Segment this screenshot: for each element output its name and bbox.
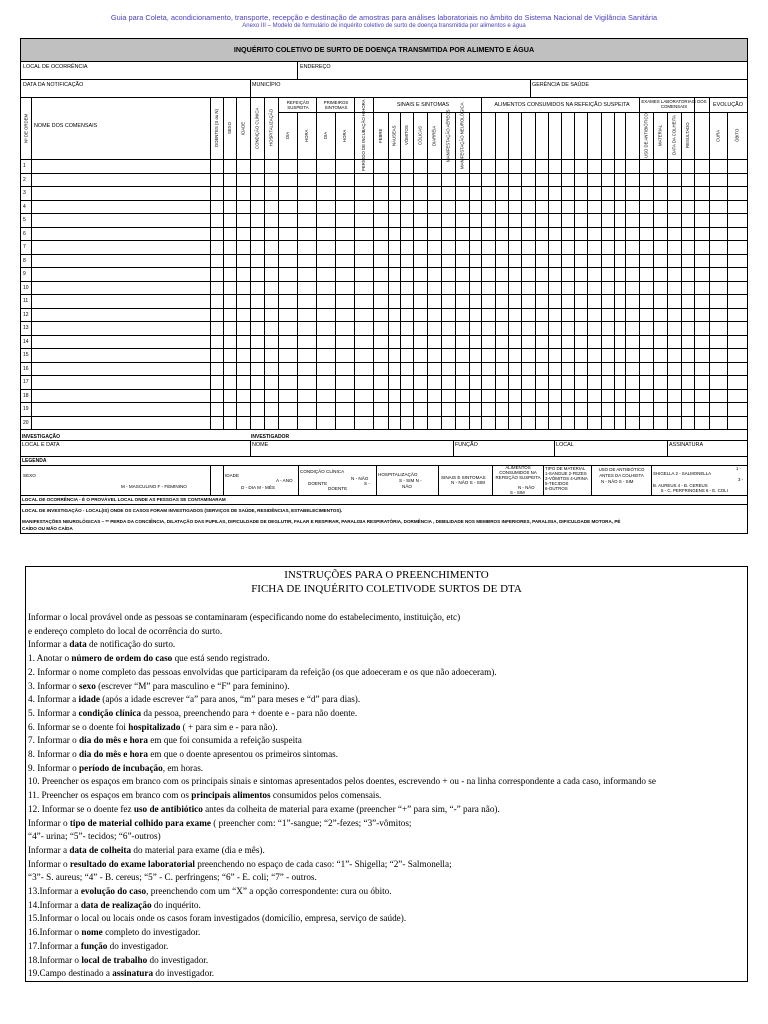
instruction-line: Informar o local provável onde as pessoas se contaminaram (especificando nome do estabelecimento, instituição, etc): [28, 612, 461, 622]
row-number: 4: [23, 203, 26, 210]
row-number: 19: [23, 406, 29, 412]
row-number: 9: [23, 271, 26, 277]
col-header-diarreia: DIARRÉIA: [431, 125, 437, 146]
leg-material-1: 1-SANGUE 2-FEZES: [545, 471, 587, 476]
note-manifestacoes-cont: CAÍDO OU MÃO CAÍDA: [22, 526, 73, 531]
instruction-line: Informar a data de colheita do material para exame (dia e mês).: [28, 844, 265, 855]
funcao-label: FUNÇÃO: [455, 442, 478, 448]
leg-sexo: SEXO: [23, 473, 36, 478]
data-notificacao-label: DATA DA NOTIFICAÇÃO: [23, 82, 84, 88]
leg-condicao-nao: N - NÃO: [351, 476, 369, 481]
instructions-box: [25, 566, 748, 982]
col-header-material: MATERIAL: [657, 124, 663, 147]
nome-comensais-header: NOME DOS COMENSAIS: [34, 123, 98, 129]
note-manifestacoes: MANIFESTAÇÕES NEUROLÓGICAS – ** PERDA DA CONCIÊNCIA, DILATAÇÃO DAS PUPILAS, DIFICULDADE DE DEGLUTIR, FALAR E RESPIRAR, PARALISIA RESPIRATÓRIA, DORMÊNCIA , DEBILIDADE NOS MEMBROS INFERIORES, PARALISIA, DIFICULDADE MOTORA, PÉ: [22, 519, 621, 524]
legenda-label: LEGENDA: [22, 458, 47, 464]
col-header-incub: PERÍODO DE INCUBAÇÃO H HORA: [361, 99, 366, 172]
col-header-manif2: MANIFESTAÇÃO NEUROLÓGICA: [459, 102, 465, 169]
leg-alimentos: ALIMENTOS CONSUMIDOS NA REFEIÇÃO SUSPEITA: [495, 465, 541, 480]
instruction-line: 15.Informar o local ou locais onde os casos foram investigados (domicílio, empresa, serviço de saúde).: [28, 913, 407, 924]
col-header-condicao: CONDIÇÃO CLÍNICA: [254, 107, 260, 149]
guide-title: Guia para Coleta, acondicionamento, transporte, recepção e destinação de amostras para análises laboratoriais no âmbito do Sistema Nacional de Vigilância Sanitária: [110, 13, 658, 22]
row-number: 18: [23, 392, 29, 399]
leg-alimentos-nao: N - NÃO: [518, 485, 535, 490]
instruction-line: “4”- urina; “5”- tecidos; “6”-outros): [28, 831, 161, 842]
local-ocorrencia-label: LOCAL DE OCORRÊNCIA: [23, 64, 88, 70]
assinatura-label: ASSINATURA: [669, 442, 704, 448]
leg-idade-dia-mes: D - DIA M - MÊS: [241, 485, 275, 490]
leg-material-3: 5-TECIDOS: [545, 481, 569, 486]
instruction-line: Informar o tipo de material colhido para exame ( preencher com: “1”-sangue; “2”-fezes; “3”-vômitos;: [28, 817, 412, 828]
municipio-label: MUNICÍPIO: [252, 82, 281, 88]
endereco-label: ENDEREÇO: [300, 64, 331, 70]
instruction-line: 19.Campo destinado a assinatura do investigador.: [28, 968, 215, 979]
leg-hospitalizacao: HOSPITALIZAÇÃO: [378, 472, 418, 477]
col-header-hosp: HOSPITALIZAÇÃO: [268, 109, 274, 147]
row-number: 13: [23, 325, 29, 331]
row-number: 6: [23, 230, 26, 237]
group-alimentos: ALIMENTOS CONSUMIDOS NA REFEIÇÃO SUSPEITA: [494, 102, 630, 108]
inquiry-form: [20, 38, 748, 534]
leg-antibiotico-vals: N - NÃO S - SIM: [601, 479, 634, 484]
row-number: 7: [23, 244, 26, 250]
group-sinais-sintomas: SINAIS E SINTOMAS: [396, 102, 450, 108]
row-number: 15: [23, 352, 29, 358]
leg-antibiotico: USO DE ANTIBIÓTICO ANTES DA COLHEITA: [598, 467, 645, 478]
instruction-line: 8. Informar o dia do mês e hora em que o doente apresentou os primeiros sintomas.: [28, 749, 339, 759]
instruction-line: Informar o resultado do exame laboratorial preenchendo no espaço de cada caso: “1”- Shigella; “2”- Salmonella;: [28, 858, 452, 869]
col-header-dia1: DIA: [285, 131, 290, 140]
group-refeicao-suspeita: REFEIÇÃO SUSPEITA: [286, 100, 310, 110]
col-header-cura: CURA: [715, 129, 721, 142]
leg-sinais-vals: N - NÃO S - SIM: [451, 480, 485, 485]
instruction-line: 2. Informar o nome completo das pessoas envolvidas que participaram da refeição (os que adoeceram e os que não adoeceram).: [28, 666, 497, 677]
row-number: 5: [23, 217, 26, 223]
instruction-line: 18.Informar o local de trabalho do investigador.: [28, 954, 209, 965]
leg-material: TIPO DE MATERIAL: [545, 466, 586, 471]
instructions-title: INSTRUÇÕES PARA O PREENCHIMENTO: [284, 569, 489, 581]
leg-condicao-doente2: DOENTE: [328, 486, 348, 491]
instruction-line: 3. Informar o sexo (escrever “M” para masculino e “F” para feminino).: [28, 680, 290, 691]
investigador-label: INVESTIGADOR: [251, 434, 290, 440]
col-header-ordem: Nº DE ORDEM: [23, 113, 29, 143]
row-number: 14: [23, 338, 29, 345]
col-header-manif1: MANIFESTAÇÃO AÉREOS: [445, 109, 451, 162]
col-header-colicas: CÓLICAS: [417, 126, 423, 145]
col-header-doentes: DOENTES (S ou N): [214, 109, 219, 147]
instruction-line: 14.Informar a data de realização do inquérito.: [28, 899, 201, 910]
leg-resultado-shigella: SHIGELLA 2 - SALMONELLA: [653, 471, 712, 476]
col-header-nauseas: NÁUSEAS: [391, 125, 397, 146]
row-number: 1: [23, 163, 26, 169]
leg-material-4: 6-OUTROS: [545, 486, 568, 491]
investigacao-label: INVESTIGAÇÃO: [22, 434, 61, 440]
local-label: LOCAL: [556, 442, 574, 448]
leg-resultado-aureus: B. AUREUS 4 - B. CEREUS: [653, 483, 708, 488]
leg-idade-ano: A - ANO: [276, 478, 293, 483]
col-header-obito: ÓBITO: [734, 128, 740, 143]
note-local-investigacao: LOCAL DE INVESTIGAÇÃO - LOCAL(IS) ONDE OS CASOS FORAM INVESTIGADOS (SERVIÇOS DE SAÚDE, RESIDÊNCIAS, ESTABELECIMENTOS).: [22, 508, 343, 513]
instruction-line: 17.Informar a função do investigador.: [28, 940, 169, 951]
instruction-line: 10. Preencher os espaços em branco com os principais sinais e sintomas apresentados pelos doentes, escrevendo + ou - na linha correspondente a cada caso, informando se: [28, 776, 656, 787]
instruction-line: “3”- S. aureus; “4” - B. cereus; “5” - C. perfringens; “6” - E. coli; “7” - outros.: [28, 872, 317, 883]
annex-subtitle: Anexo III – Modelo de formulário de inquérito coletivo de surto de doença transmitida por alimentos e água: [242, 23, 526, 29]
col-header-hora1: HORA: [304, 129, 309, 142]
leg-hosp-nao: NÃO: [402, 484, 412, 489]
row-number: 12: [23, 311, 29, 318]
instruction-line: 11. Preencher os espaços em branco com os principais alimentos consumidos pelos comensais.: [28, 790, 382, 801]
leg-resultado-1: 1 -: [736, 466, 742, 471]
note-local-ocorrencia: LOCAL DE OCORRÊNCIA - É O PROVÁVEL LOCAL ONDE AS PESSOAS SE CONTAMINARAM: [22, 497, 226, 502]
instruction-line: 16.Informar o nome completo do investigador.: [28, 927, 201, 938]
row-number: 17: [23, 379, 29, 385]
gerencia-label: GERÊNCIA DE SAÚDE: [532, 82, 589, 88]
group-evolucao: EVOLUÇÃO: [713, 102, 743, 108]
row-number: 11: [23, 298, 29, 304]
instruction-line: Informar a data de notificação do surto.: [28, 639, 176, 650]
instruction-line: 9. Informar o período de incubação, em horas.: [28, 762, 204, 773]
col-header-febre: FEBRE: [378, 128, 383, 143]
row-number: 16: [23, 365, 29, 372]
instruction-line: 5. Informar a condição clínica da pessoa, preenchendo para + doente e - para não doente.: [28, 707, 358, 718]
leg-idade: IDADE: [225, 473, 240, 478]
leg-condicao-sim: S -: [364, 481, 370, 486]
form-title: INQUÉRITO COLETIVO DE SURTO DE DOENÇA TRANSMITIDA POR ALIMENTO E ÁGUA: [21, 39, 747, 62]
col-header-sexo: SEXO: [227, 122, 232, 134]
group-exames: EXAMES LABORATORIAIS DOS COMENSAIS: [641, 99, 707, 109]
col-header-idade: IDADE: [240, 121, 246, 135]
row-number: 10: [23, 284, 29, 291]
instruction-line: 4. Informar a idade (após a idade escrever “a” para anos, “m” para meses e “d” para dias).: [28, 694, 361, 705]
instruction-line: 1. Anotar o número de ordem do caso que está sendo registrado.: [28, 653, 270, 664]
instruction-line: 13.Informar a evolução do caso, preenchendo com um “X” a opção correspondente: cura ou óbito.: [28, 886, 392, 896]
col-header-antib: USO DE ANTIBIÓTICO: [643, 113, 649, 158]
col-header-dia2: DIA: [323, 131, 328, 140]
nome-label: NOME: [252, 442, 269, 448]
leg-resultado-perfringens: 5 - C. PERFRINGENS 6 - E. COLI: [661, 488, 728, 493]
instruction-line: e endereço completo do local de ocorrência do surto.: [28, 625, 223, 636]
leg-condicao-doente: DOENTE: [308, 481, 328, 486]
col-header-vomitos: VÔMITOS: [404, 125, 409, 146]
col-header-result: RESULTADO: [685, 122, 690, 149]
instruction-line: 6. Informar se o doente foi hospitalizado ( + para sim e - para não).: [28, 721, 278, 732]
leg-alimentos-sim: S - SIM: [510, 490, 525, 495]
instructions-subtitle: FICHA DE INQUÉRITO COLETIVODE SURTOS DE DTA: [251, 583, 522, 595]
leg-resultado-3: 3 -: [738, 477, 744, 482]
leg-hosp-vals: S - SIM N -: [399, 478, 422, 483]
leg-material-2: 3-VÔMITOS 4-URINA: [545, 476, 588, 481]
leg-sexo-vals: M - MASCULINO F - FEMININO: [121, 484, 187, 489]
instruction-line: 12. Informar se o doente fez uso de antibiótico antes da colheita de material para exame (preencher “+” para sim, “-” para não).: [28, 803, 500, 814]
col-header-datacol: DATA DA COLHEITA: [671, 115, 677, 156]
row-number: 2: [23, 176, 26, 183]
row-number: 3: [23, 190, 26, 196]
row-number: 20: [23, 419, 29, 426]
col-header-hora2: HORA: [342, 129, 347, 142]
leg-sinais: SINAIS E SINTOMAS: [441, 475, 486, 480]
row-number: 8: [23, 257, 26, 264]
group-primeiros-sintomas: PRIMEIROS SINTOMAS: [323, 100, 349, 110]
instruction-line: 7. Informar o dia do mês e hora em que foi consumida a refeição suspeita: [28, 735, 302, 746]
local-data-label: LOCAL E DATA: [22, 442, 60, 448]
leg-condicao: CONDIÇÃO CLÍNICA: [300, 469, 345, 474]
